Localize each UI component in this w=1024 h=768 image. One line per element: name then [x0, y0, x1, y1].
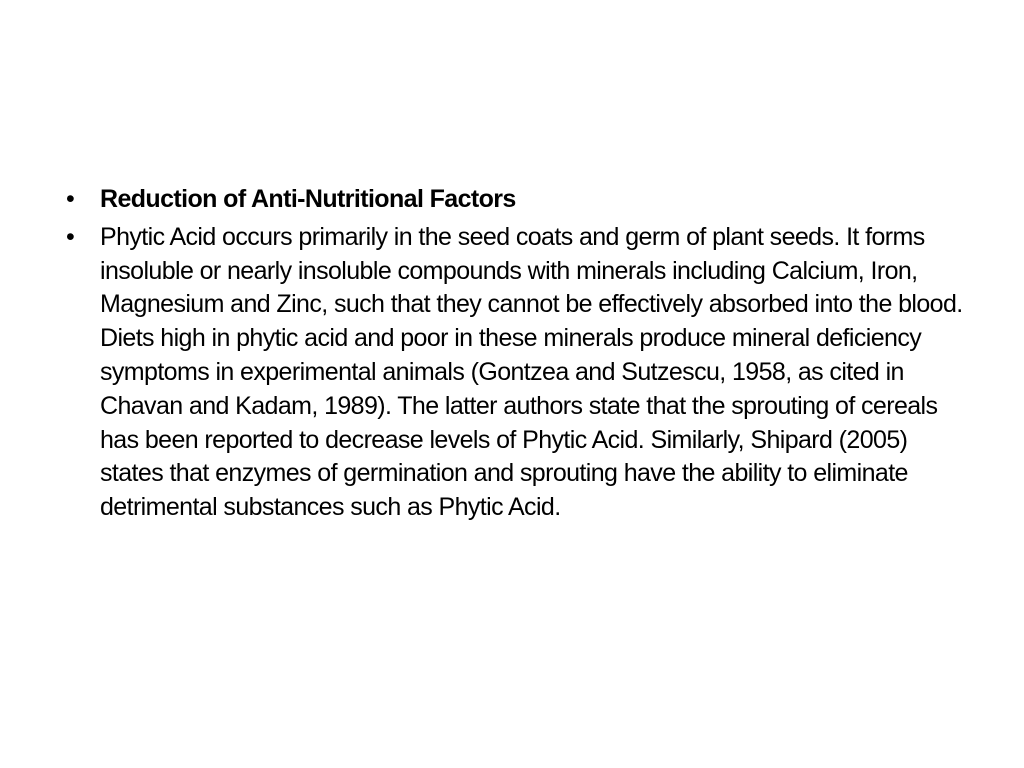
bullet-body-text: Phytic Acid occurs primarily in the seed coats and germ of plant seeds. It forms insoluble or nearly insoluble compounds with minerals including Calcium, Iron, Magnesium and Zinc, such that they cannot be effectively absorbed into the blood. Diets high in phytic acid and poor in these minerals produce mineral deficiency symptoms in experimental animals (Gontzea and Sutzescu, 1958, as cited in Chavan and Kadam, 1989). The latter authors state that the sprouting of cereals has been reported to decrease levels of Phytic Acid. Similarly, Shipard (2005) states that enzymes of germination and sprouting have the ability to eliminate detrimental substances such as Phytic Acid.: [100, 222, 963, 522]
bullet-marker: •: [66, 185, 75, 213]
bullet-item-heading: [66, 183, 966, 217]
slide-body: [66, 183, 966, 525]
bullet-marker: •: [66, 222, 75, 251]
bullet-item-body: [66, 221, 966, 525]
bullet-heading-text: Reduction of Anti-Nutritional Factors: [100, 185, 516, 213]
